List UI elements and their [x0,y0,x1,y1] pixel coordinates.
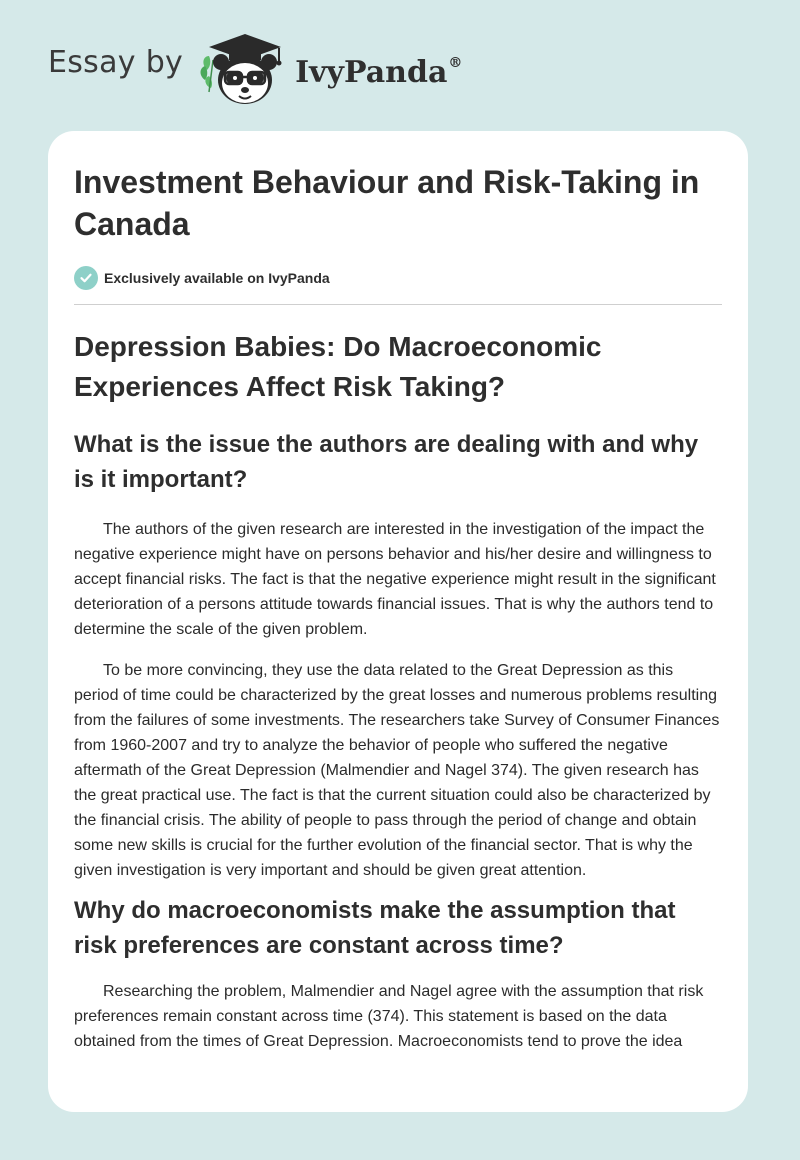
section-title: Depression Babies: Do Macroeconomic Experiences Affect Risk Taking? [74,331,602,402]
exclusive-label: Exclusively available on IvyPanda [104,270,330,286]
paragraph: The authors of the given research are interested in the investigation of the impact the negative experience might have on persons behavior and his/her desire and willingness to accept financial risks. The fact is that the negative experience might result in the significant deterioration of a persons attitude towards financial issues. That is why the authors tend to determine the scale of the given problem. [74,521,716,638]
essay-by-label: Essay by [48,44,184,80]
title-divider [74,304,722,305]
site-header [48,30,462,110]
brand-name [295,55,462,90]
panda-logo-icon [197,30,293,110]
paragraph: Researching the problem, Malmendier and Nagel agree with the assumption that risk preferences remain constant across time (374). This statement is based on the data obtained from the times of Great Depression. Macroeconomists tend to prove the idea [74,983,704,1050]
subsection-heading: What is the issue the authors are dealing with and why is it important? [74,431,699,493]
subsection-heading: Why do macroeconomists make the assumption that risk preferences are constant across time? [74,897,676,959]
essay-card [48,131,748,1112]
paragraph: To be more convincing, they use the data related to the Great Depression as this period of time could be characterized by the great losses and numerous problems resulting from the failures of some investments. The researchers take Survey of Consumer Finances from 1960-2007 and try to analyze the behavior of people who suffered the negative aftermath of the Great Depression (Malmendier and Nagel 374). The given research has the great practical use. The fact is that the current situation could also be characterized by the financial crisis. The ability of people to pass through the period of change and obtain some new skills is crucial for the further evolution of the financial sector. That is why the given investigation is very important and should be given great attention. [74,662,720,879]
exclusive-badge [74,265,722,291]
brand-name-text: IvyPanda [295,54,448,90]
check-circle-icon [74,266,98,290]
registered-mark: ® [448,54,463,71]
essay-title: Investment Behaviour and Risk-Taking in Canada [74,164,700,242]
